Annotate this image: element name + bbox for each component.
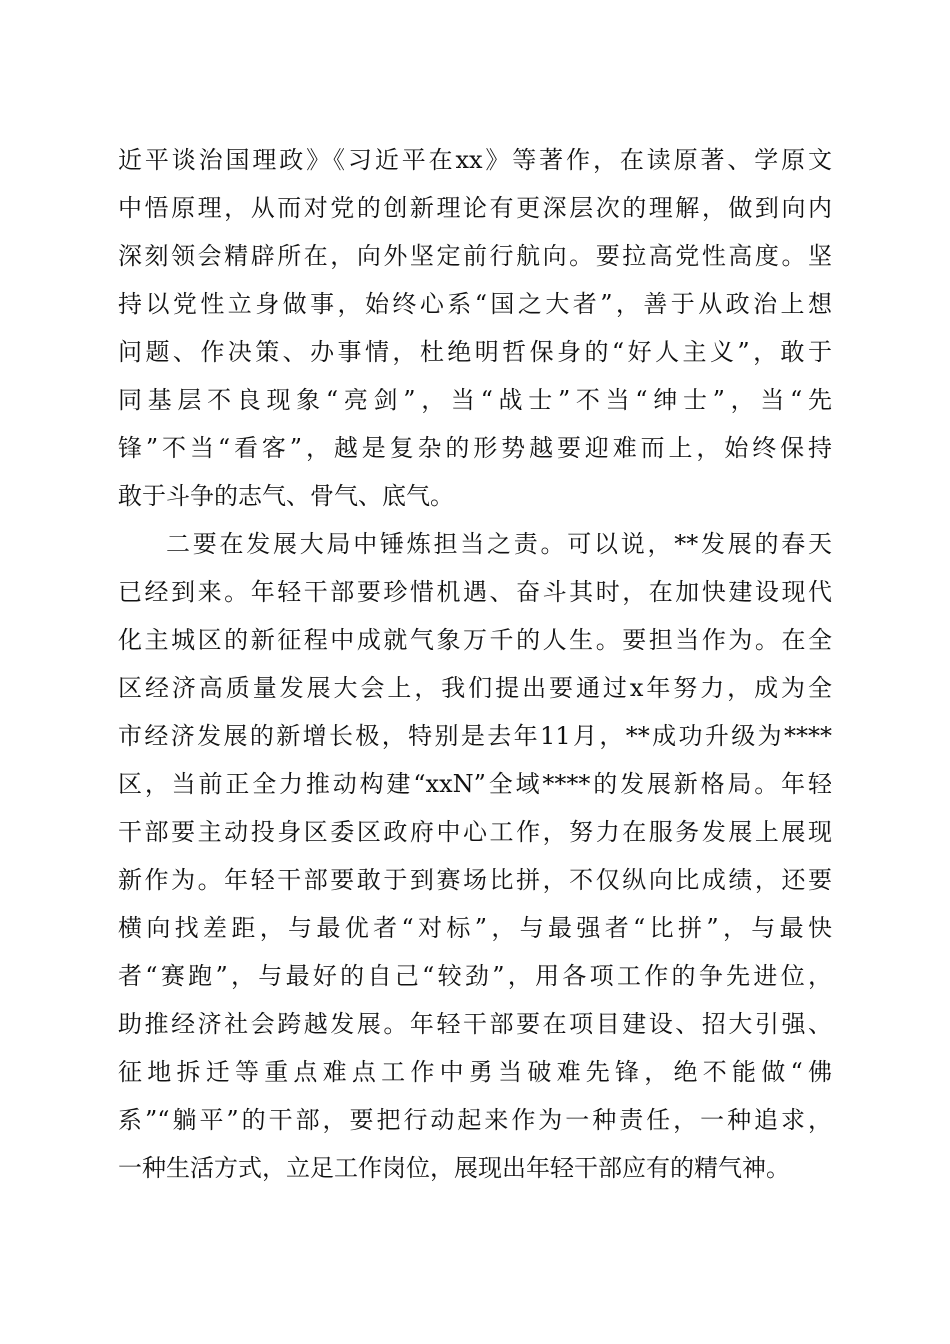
text-line: 系”“躺平”的干部，要把行动起来作为一种责任，一种追求， — [118, 1106, 832, 1134]
text-line: 敢于斗争的志气、骨气、底气。 — [118, 482, 454, 510]
text-line: 化主城区的新征程中成就气象万千的人生。要担当作为。在全 — [118, 626, 832, 654]
text-line: 干部要主动投身区委区政府中心工作，努力在服务发展上展现 — [118, 818, 832, 846]
text-line: 征地拆迁等重点难点工作中勇当破难先锋，绝不能做“佛 — [118, 1058, 832, 1086]
text-line: 助推经济社会跨越发展。年轻干部要在项目建设、招大引强、 — [118, 1010, 832, 1038]
text-line: 市经济发展的新增长极，特别是去年11月，**成功升级为**** — [118, 722, 832, 750]
text-line: 一种生活方式，立足工作岗位，展现出年轻干部应有的精气神。 — [118, 1154, 790, 1182]
text-line: 新作为。年轻干部要敢于到赛场比拼，不仅纵向比成绩，还要 — [118, 866, 832, 894]
text-line: 中悟原理，从而对党的创新理论有更深层次的理解，做到向内 — [118, 194, 832, 222]
text-line: 问题、作决策、办事情，杜绝明哲保身的“好人主义”，敢于 — [118, 338, 832, 366]
text-line: 已经到来。年轻干部要珍惜机遇、奋斗其时，在加快建设现代 — [118, 578, 832, 606]
text-line: 锋”不当“看客”，越是复杂的形势越要迎难而上，始终保持 — [118, 434, 832, 462]
text-line: 近平谈治国理政》《习近平在xx》等著作，在读原著、学原文 — [118, 146, 832, 174]
text-line: 横向找差距，与最优者“对标”，与最强者“比拼”，与最快 — [118, 914, 832, 942]
text-line: 区，当前正全力推动构建“xxN”全域****的发展新格局。年轻 — [118, 770, 832, 798]
text-line: 深刻领会精辟所在，向外坚定前行航向。要拉高党性高度。坚 — [118, 242, 832, 270]
text-line: 同基层不良现象“亮剑”，当“战士”不当“绅士”，当“先 — [118, 386, 832, 414]
text-line: 二要在发展大局中锤炼担当之责。可以说，**发展的春天 — [166, 530, 832, 558]
text-line: 者“赛跑”，与最好的自己“较劲”，用各项工作的争先进位， — [118, 962, 832, 990]
text-line: 区经济高质量发展大会上，我们提出要通过x年努力，成为全 — [118, 674, 832, 702]
text-line: 持以党性立身做事，始终心系“国之大者”，善于从政治上想 — [118, 290, 832, 318]
